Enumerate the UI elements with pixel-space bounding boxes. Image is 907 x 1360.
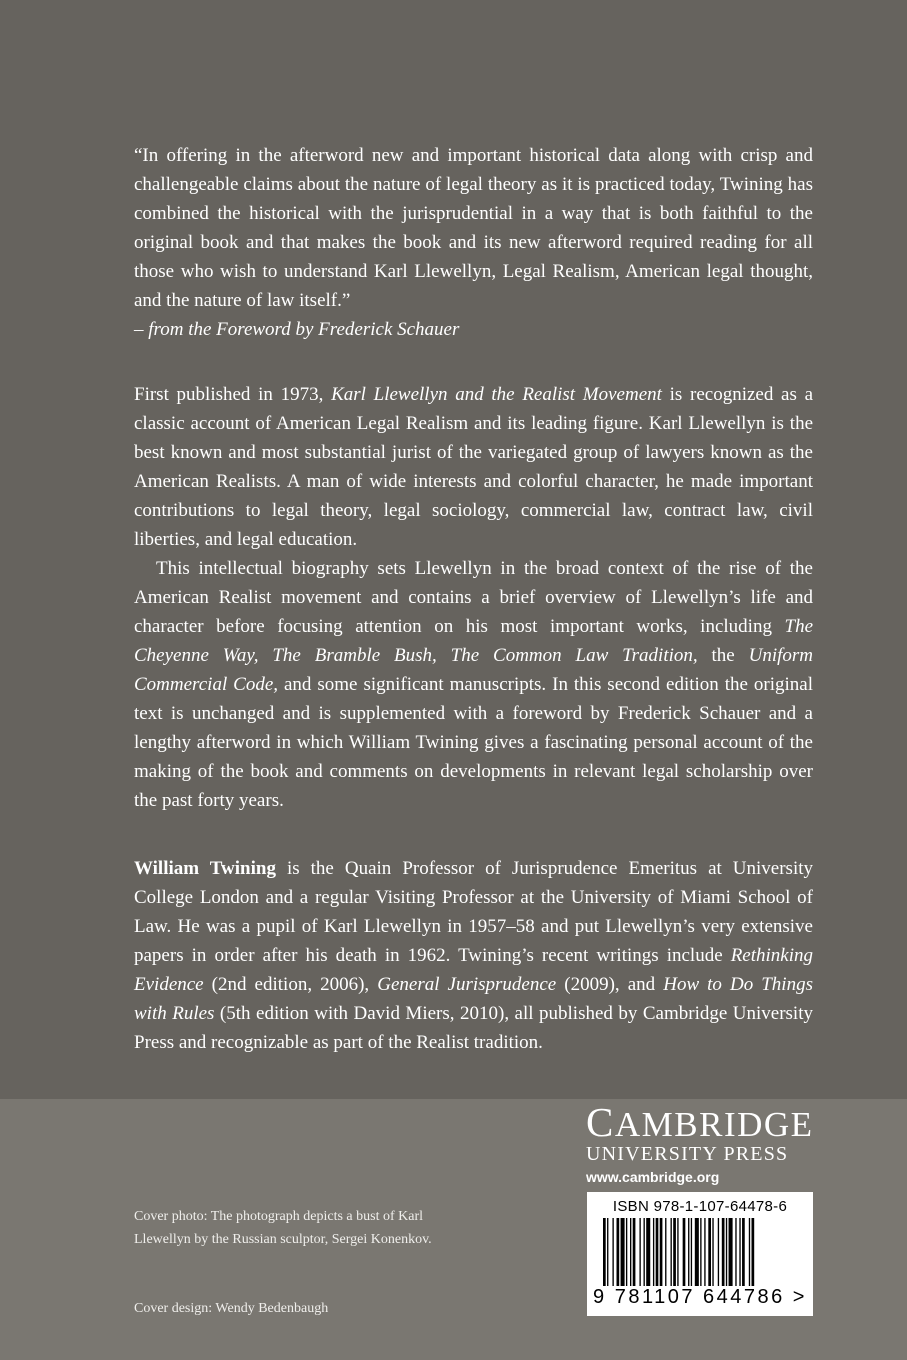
publisher-logo [586, 1099, 814, 1187]
barcode-bar [653, 1218, 654, 1286]
barcode-bar [644, 1218, 645, 1286]
barcode-bar [729, 1218, 733, 1286]
review-quote [134, 141, 813, 344]
barcode-bar [665, 1218, 666, 1286]
cover-design-credit: Cover design: Wendy Bedenbaugh [134, 1301, 329, 1316]
barcode-bars [601, 1218, 801, 1286]
author-bio: William Twining is the Quain Professor of Jurisprudence Emeritus at University College London and a regular Visiting Professor at the University of Miami School of Law. He was a pupil of Karl Llewellyn in 1957–58 and put Llewellyn’s very extensive papers in order after his death in 1962. Twining’s recent writings include Rethinking Evidence (2nd edition, 2006), General Jurisprudence (2009), and How to Do Things with Rules (5th edition with David Miers, 2010), all published by Cambridge University Press and recognizable as part of the Realist tradition. [134, 858, 814, 1053]
works-list: The Cheyenne Way, The Bramble Bush, The Common Law Tradition, [134, 616, 814, 666]
barcode-bar [695, 1218, 699, 1286]
barcode-bar [633, 1218, 636, 1286]
barcode-bar [691, 1218, 692, 1286]
barcode-bar [683, 1218, 686, 1286]
barcode-bar [722, 1218, 725, 1286]
isbn-barcode [587, 1192, 813, 1316]
barcode-bar [735, 1218, 736, 1286]
barcode-bar [712, 1218, 713, 1286]
barcode-bar [726, 1218, 727, 1286]
publisher-name: CAMBRIDGE [586, 1099, 814, 1145]
barcode-bar [617, 1218, 620, 1286]
quote-text: “In offering in the afterword new and important historical data along with crisp and challengeable claims about the nature of legal theory as it is practiced today, Twining has combined the historical with the jurisprudential in a way that is both faithful to the original book and that makes the book and its new afterword required reading for all those who wish to understand Karl Llewellyn, Legal Realism, American legal thought, and the nature of law itself.” [134, 145, 813, 311]
barcode-bar [749, 1218, 750, 1286]
barcode-bar [660, 1218, 663, 1286]
author-name: William Twining [134, 858, 276, 879]
barcode-bar [626, 1218, 627, 1286]
book-description [134, 380, 813, 815]
barcode-bar [677, 1218, 678, 1286]
barcode-bar [656, 1218, 659, 1286]
isbn-label: ISBN 978-1-107-64478-6 [612, 1198, 788, 1215]
barcode-bar [673, 1218, 676, 1286]
book-title: Karl Llewellyn and the Realist Movement [331, 384, 662, 405]
barcode-bar [704, 1218, 705, 1286]
barcode-bar [630, 1218, 631, 1286]
barcode-bar [639, 1218, 640, 1286]
barcode-bar [742, 1218, 745, 1286]
barcode-bar [671, 1218, 672, 1286]
publisher-press: UNIVERSITY PRESS [586, 1143, 789, 1165]
cover-photo-credit: Cover photo: The photograph depicts a bust of Karl Llewellyn by the Russian sculptor, Sergei Konenkov. [134, 1209, 432, 1247]
ucc-title: Uniform Commercial Code, [134, 645, 813, 695]
quote-attribution: – from the Foreword by Frederick Schauer [134, 319, 460, 340]
publisher-url: www.cambridge.org [586, 1169, 720, 1185]
barcode-bar [607, 1218, 608, 1286]
barcode-bar [646, 1218, 650, 1286]
barcode-bar [739, 1218, 740, 1286]
barcode-bar [612, 1218, 613, 1286]
description-paragraph-2: This intellectual biography sets Llewellyn in the broad context of the rise of the American Realist movement and contains a brief overview of Llewellyn’s life and character before focusing attention on his most important works, including The Cheyenne Way, The Bramble Bush, The Common Law Tradition, the Uniform Commercial Code, and some significant manuscripts. In this second edition the original text is unchanged and is supplemented with a foreword by Frederick Schauer and a lengthy afterword in which William Twining gives a fascinating personal account of the making of the book and comments on developments in relevant legal scholarship over the past forty years. [134, 558, 814, 811]
barcode-bar [688, 1218, 689, 1286]
description-paragraph-1: First published in 1973, Karl Llewellyn and the Realist Movement is recognized as a classic account of American Legal Realism and its leading figure. Karl Llewellyn is the best known and most substantial jurist of the variegated group of lawyers known as the American Realists. A man of wide interests and colorful character, he made important contributions to legal theory, legal sociology, commercial law, contract law, civil liberties, and legal education. [134, 384, 813, 550]
barcode-bar [752, 1218, 755, 1286]
barcode-bar [621, 1218, 625, 1286]
barcode-bar [718, 1218, 719, 1286]
barcode-bar [603, 1218, 606, 1286]
barcode-bar [700, 1218, 701, 1286]
barcode-bar [708, 1218, 711, 1286]
barcode-digits: 9 781107 644786 > [593, 1286, 807, 1308]
